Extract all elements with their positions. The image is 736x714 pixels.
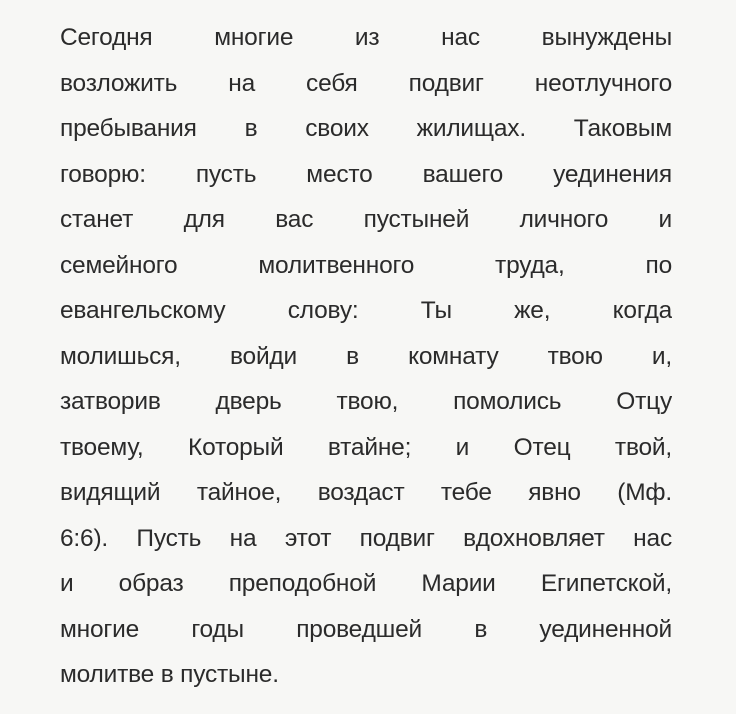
text-line-5: станет для вас пустыней личного и bbox=[60, 206, 672, 233]
text-line-13: и образ преподобной Марии Египетской, bbox=[60, 570, 672, 597]
text-line-14: многие годы проведшей в уединенной bbox=[60, 615, 672, 643]
text-line-11: видящий тайное, воздаст тебе явно (Мф. bbox=[60, 479, 672, 506]
text-line-10: твоему, Который втайне; и Отец твой, bbox=[60, 433, 672, 461]
text-line-12: 6:6). Пусть на этот подвиг вдохновляет нас bbox=[60, 524, 672, 552]
text-line-3: пребывания в своих жилищах. Таковым bbox=[60, 115, 672, 142]
text-line-9: затворив дверь твою, помолись Отцу bbox=[60, 388, 672, 415]
text-line-8: молишься, войди в комнату твою и, bbox=[60, 342, 672, 370]
body-paragraph bbox=[60, 15, 672, 698]
text-line-4: говорю: пусть место вашего уединения bbox=[60, 160, 672, 188]
text-line-1: Сегодня многие из нас вынуждены bbox=[60, 24, 672, 51]
text-line-6: семейного молитвенного труда, по bbox=[60, 251, 672, 279]
text-line-7: евангельскому слову: Ты же, когда bbox=[60, 297, 672, 324]
text-line-15: молитве в пустыне. bbox=[60, 661, 279, 688]
text-line-2: возложить на себя подвиг неотлучного bbox=[60, 69, 672, 97]
